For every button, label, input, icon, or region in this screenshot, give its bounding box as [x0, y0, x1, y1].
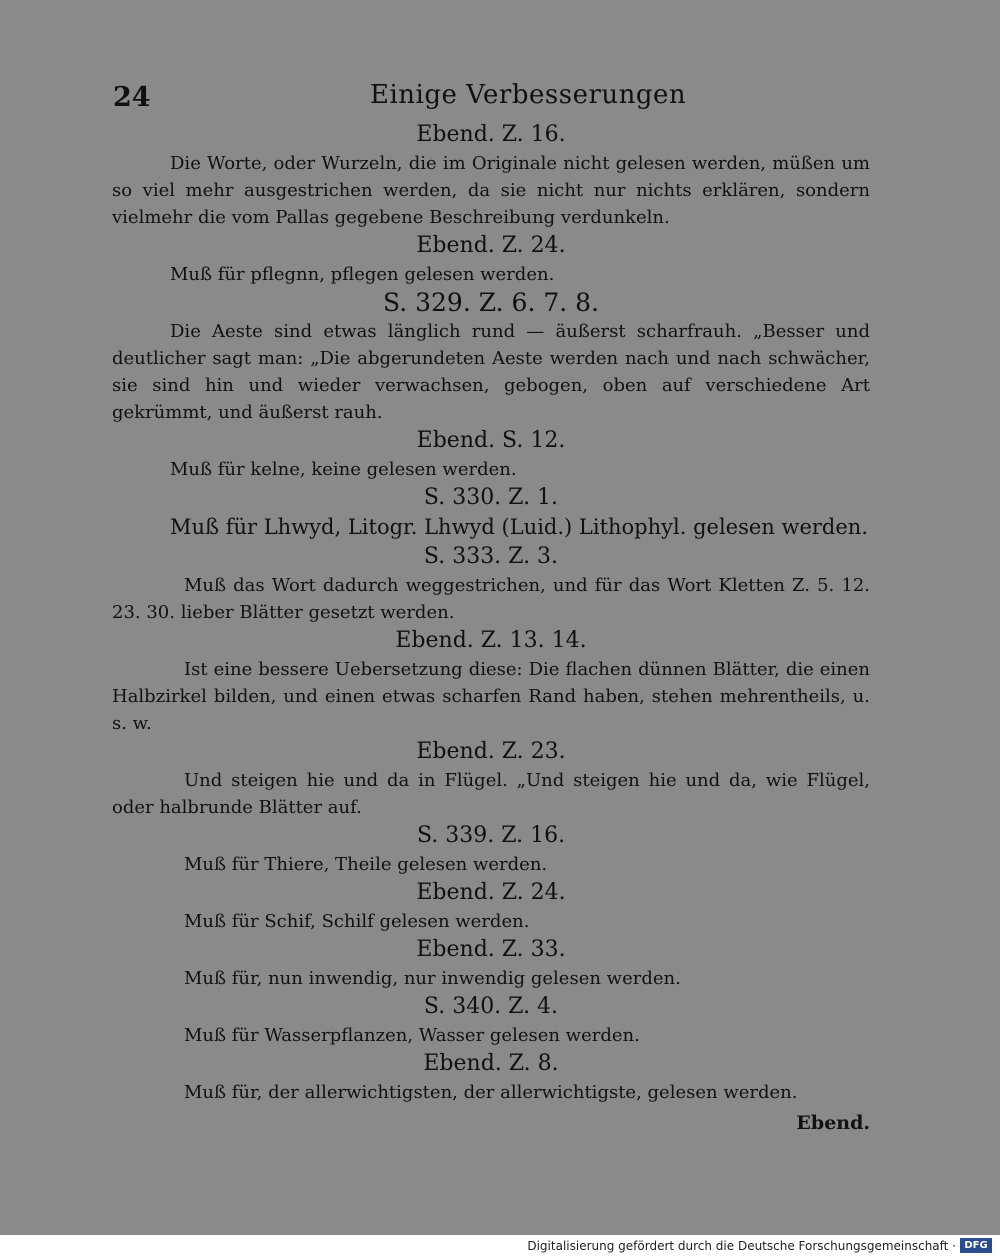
- footer-bar: [0, 1235, 1000, 1257]
- entry-heading: S. 339. Z. 16.: [416, 823, 566, 848]
- entry-text: Muß für Lhwyd, Litogr. Lhwyd (Luid.) Lithophyl. gelesen werden.: [170, 515, 869, 539]
- entry-text: Muß für, nun inwendig, nur inwendig gelesen werden.: [184, 968, 681, 989]
- dfg-logo: DFG: [960, 1238, 992, 1253]
- running-head: Einige Verbesserungen: [370, 80, 687, 110]
- entry-heading: Ebend. Z. 13. 14.: [395, 628, 587, 653]
- entry-text: Ist eine bessere Uebersetzung diese: Die flachen dünnen Blätter, die einen Halbzirkel bilden, und einen etwas scharfen Rand haben, stehen mehrentheils, u. s. w.: [112, 659, 870, 734]
- entry-heading: Ebend. Z. 16.: [416, 122, 566, 147]
- entry-heading: Ebend. S. 12.: [416, 428, 566, 453]
- page-body: [112, 120, 870, 1134]
- entry-text: Die Aeste sind etwas länglich rund — äußerst scharfrauh. „Besser und deutlicher sagt man: „Die abgerundeten Aeste werden nach und nach schwächer, sie sind hin und wieder verwachsen, gebogen, oben auf verschiedene Art gekrümmt, und äußerst rauh.: [112, 321, 870, 423]
- catchword: Ebend.: [796, 1112, 870, 1134]
- entry-text: Muß für, der allerwichtigsten, der allerwichtigste, gelesen werden.: [184, 1082, 798, 1103]
- entry-text: Muß für Thiere, Theile gelesen werden.: [184, 854, 548, 875]
- entry-text: Muß für pflegnn, pflegen gelesen werden.: [170, 264, 555, 285]
- entry-text: Muß für kelne, keine gelesen werden.: [170, 459, 517, 480]
- entry-heading: Ebend. Z. 33.: [416, 937, 566, 962]
- funding-credit: Digitalisierung gefördert durch die Deutsche Forschungsgemeinschaft ·: [527, 1239, 956, 1253]
- entry-heading: Ebend. Z. 23.: [416, 739, 566, 764]
- entry-heading: S. 330. Z. 1.: [423, 485, 559, 510]
- entry-heading: Ebend. Z. 24.: [416, 233, 566, 258]
- entry-heading: S. 333. Z. 3.: [423, 544, 559, 569]
- entry-text: Muß für Schif, Schilf gelesen werden.: [184, 911, 530, 932]
- entry-text: Muß für Wasserpflanzen, Wasser gelesen werden.: [184, 1025, 640, 1046]
- entry-heading: S. 329. Z. 6. 7. 8.: [382, 288, 599, 317]
- entry-heading: Ebend. Z. 24.: [416, 880, 566, 905]
- entry-text: Muß das Wort dadurch weggestrichen, und für das Wort Kletten Z. 5. 12. 23. 30. lieber Blätter gesetzt werden.: [112, 575, 870, 623]
- page-number: 24: [113, 82, 151, 113]
- entry-heading: S. 340. Z. 4.: [423, 994, 559, 1019]
- entry-text: Die Worte, oder Wurzeln, die im Originale nicht gelesen werden, müßen um so viel mehr ausgestrichen werden, da sie nicht nur nichts erklären, sondern vielmehr die vom Pallas gegebene Beschreibung verdunkeln.: [112, 153, 870, 228]
- entry-heading: Ebend. Z. 8.: [423, 1051, 559, 1076]
- entry-text: Und steigen hie und da in Flügel. „Und steigen hie und da, wie Flügel, oder halbrunde Blätter auf.: [112, 770, 870, 818]
